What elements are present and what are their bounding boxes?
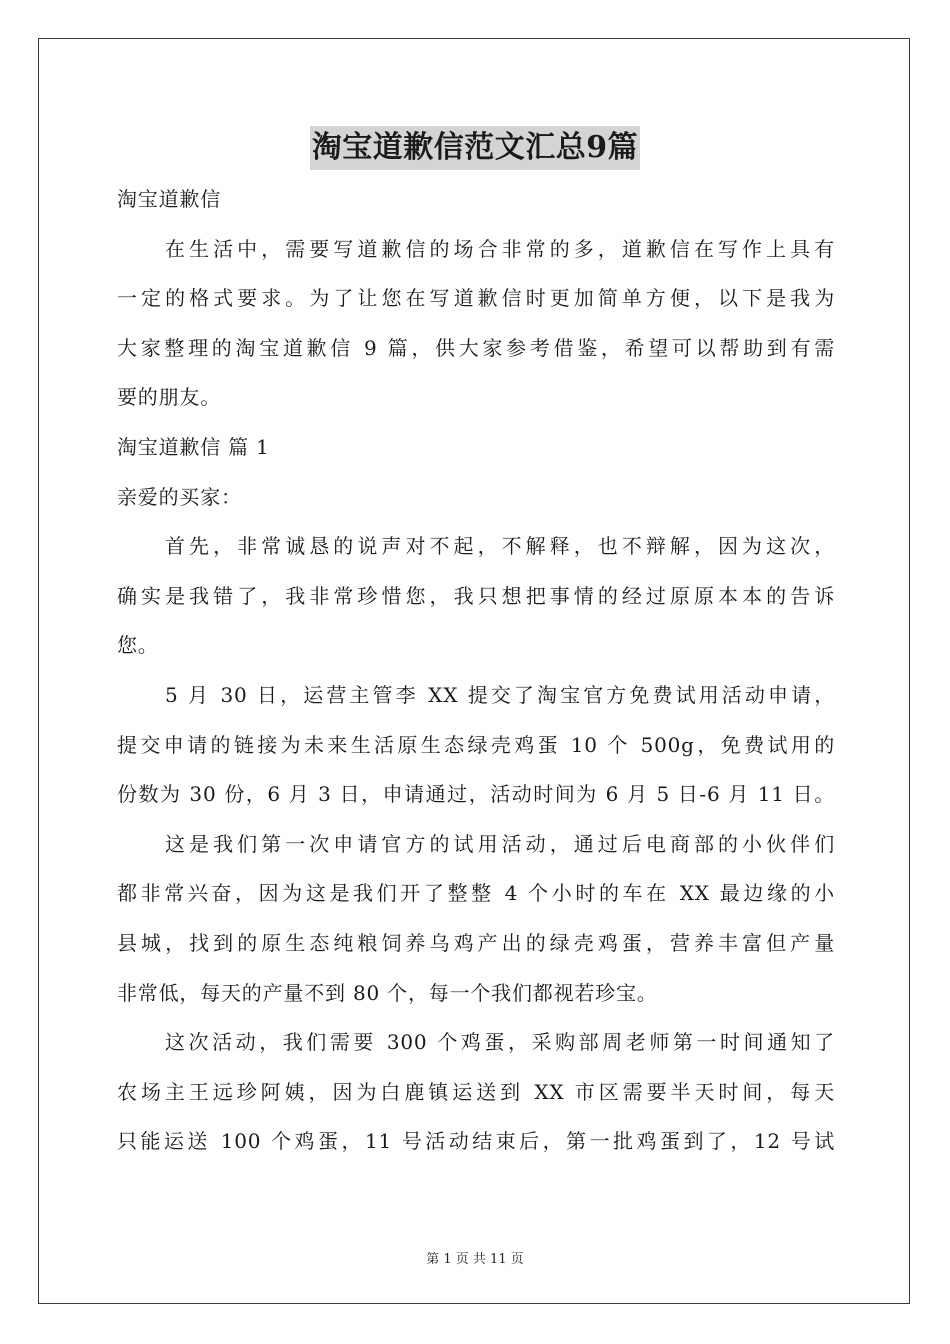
body-line: 淘宝道歉信 — [117, 187, 221, 211]
body-line: 非常低，每天的产量不到 80 个，每一个我们都视若珍宝。 — [117, 980, 658, 1005]
salutation: 亲爱的买家： — [117, 484, 242, 509]
body-line: 这次活动，我们需要 300 个鸡蛋，采购部周老师第一时间通知了 — [165, 1030, 835, 1055]
body-line: 农场主王远珍阿姨，因为白鹿镇运送到 XX 市区需要半天时间，每天 — [117, 1079, 835, 1104]
body-line: 份数为 30 份，6 月 3 日，申请通过，活动时间为 6 月 5 日-6 月 11 日。 — [117, 782, 835, 807]
page-footer: 第 1 页 共 11 页 — [426, 1252, 524, 1267]
document-title: 淘宝道歉信范文汇总9篇 — [310, 126, 640, 170]
body-line: 首先，非常诚恳的说声对不起，不解释，也不辩解，因为这次， — [165, 534, 835, 559]
document-body — [117, 175, 835, 1167]
section-heading: 淘宝道歉信 篇 1 — [117, 434, 270, 459]
body-line: 要的朋友。 — [117, 385, 221, 410]
body-line: 只能运送 100 个鸡蛋，11 号活动结束后，第一批鸡蛋到了，12 号试 — [117, 1129, 835, 1154]
body-line: 5 月 30 日，运营主管李 XX 提交了淘宝官方免费试用活动申请， — [165, 682, 835, 707]
body-line: 这是我们第一次申请官方的试用活动，通过后电商部的小伙伴们 — [165, 831, 835, 856]
body-line: 在生活中，需要写道歉信的场合非常的多，道歉信在写作上具有 — [165, 236, 835, 261]
body-line: 一定的格式要求。为了让您在写道歉信时更加简单方便，以下是我为 — [117, 286, 835, 311]
body-line: 县城，找到的原生态纯粮饲养乌鸡产出的绿壳鸡蛋，营养丰富但产量 — [117, 930, 835, 955]
body-line: 提交申请的链接为未来生活原生态绿壳鸡蛋 10 个 500g，免费试用的 — [117, 732, 835, 757]
body-line: 您。 — [117, 633, 159, 658]
title-wrap — [0, 126, 950, 170]
body-line: 确实是我错了，我非常珍惜您，我只想把事情的经过原原本本的告诉 — [117, 583, 835, 608]
body-line: 大家整理的淘宝道歉信 9 篇，供大家参考借鉴，希望可以帮助到有需 — [117, 335, 835, 360]
body-line: 都非常兴奋，因为这是我们开了整整 4 个小时的车在 XX 最边缘的小 — [117, 881, 835, 906]
